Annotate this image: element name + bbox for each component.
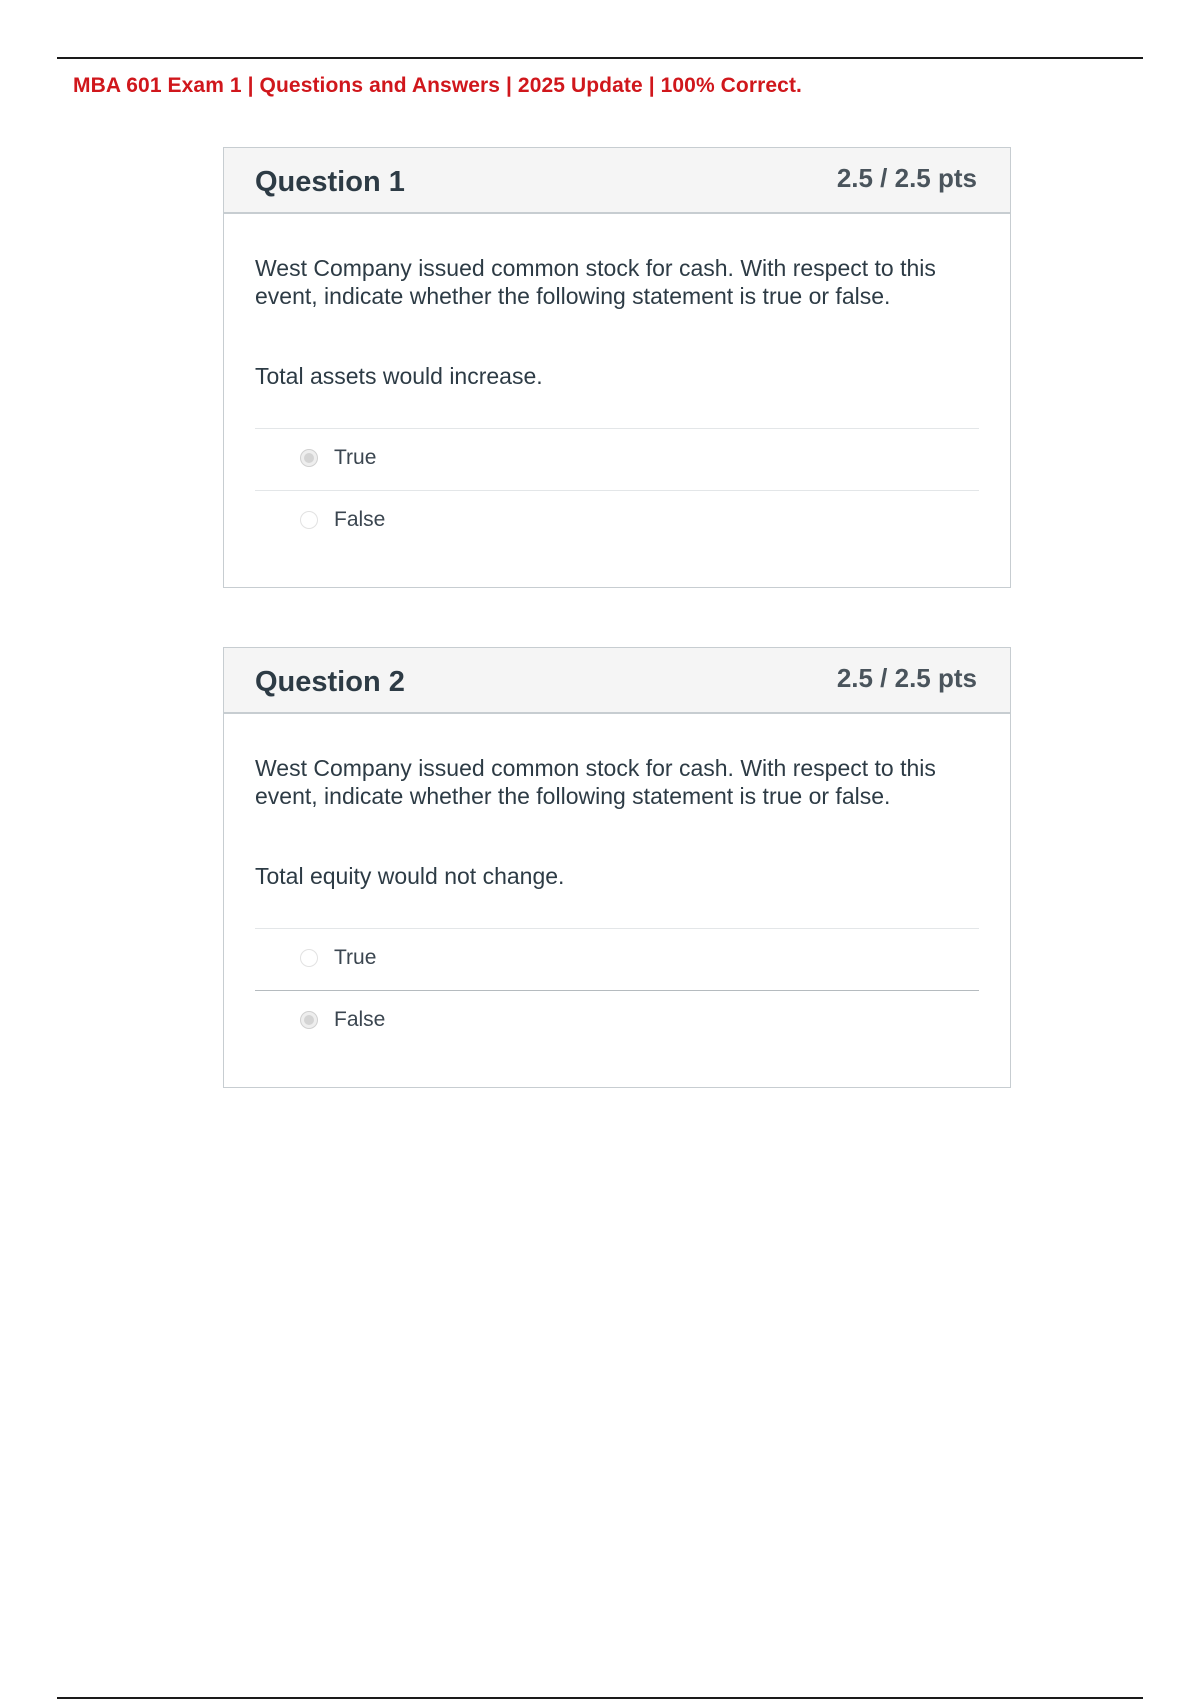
question-card-2 [223, 647, 1011, 1088]
answer-list [255, 928, 979, 1053]
answer-option-false[interactable] [255, 491, 979, 553]
radio-selected-icon[interactable] [300, 1011, 318, 1029]
question-card-1 [223, 147, 1011, 588]
question-statement: Total equity would not change. [255, 863, 565, 889]
question-header [224, 648, 1010, 714]
question-title: Question 1 [255, 166, 405, 198]
question-header [224, 148, 1010, 214]
answer-option-false[interactable] [255, 991, 979, 1053]
question-statement: Total assets would increase. [255, 363, 543, 389]
page-bottom-rule [57, 1697, 1143, 1699]
answer-label: False [334, 508, 386, 531]
answer-list [255, 428, 979, 553]
radio-unselected-icon[interactable] [300, 511, 318, 529]
question-body [224, 214, 1010, 553]
question-text: West Company issued common stock for cash. With respect to this event, indicate whether the following statement is true or false. [255, 755, 936, 809]
answer-label: True [334, 446, 377, 469]
question-body [224, 714, 1010, 1053]
answer-label: True [334, 946, 377, 969]
document-header: MBA 601 Exam 1 | Questions and Answers | 2025 Update | 100% Correct. [73, 74, 802, 97]
question-text: West Company issued common stock for cash. With respect to this event, indicate whether the following statement is true or false. [255, 255, 936, 309]
question-points: 2.5 / 2.5 pts [836, 663, 977, 693]
page-top-rule [57, 57, 1143, 59]
answer-label: False [334, 1008, 386, 1031]
radio-selected-icon[interactable] [300, 449, 318, 467]
answer-option-true[interactable] [255, 429, 979, 491]
radio-unselected-icon[interactable] [300, 949, 318, 967]
question-points: 2.5 / 2.5 pts [836, 163, 977, 193]
question-title: Question 2 [255, 666, 405, 698]
answer-option-true[interactable] [255, 929, 979, 991]
